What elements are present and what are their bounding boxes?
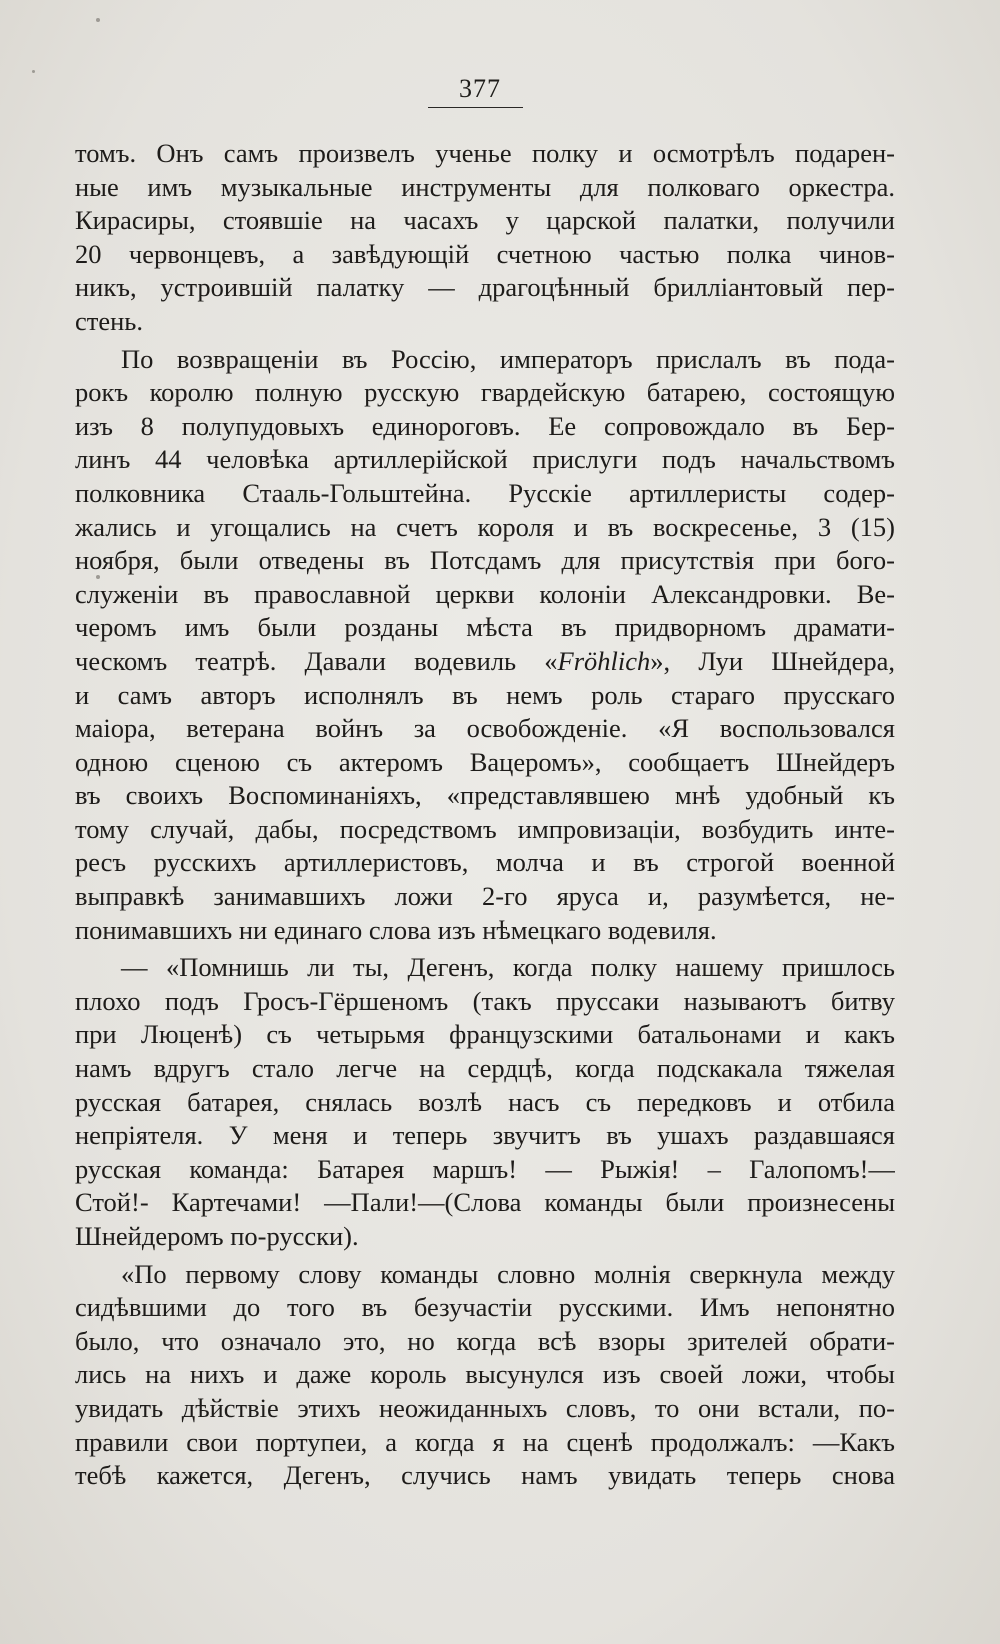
text-line: одною сценою съ актеромъ Вацеромъ», сообщаетъ Шнейдеръ — [75, 746, 895, 777]
text-line: томъ. Онъ самъ произвелъ ученье полку и осмотрѣлъ подарен- — [75, 138, 895, 168]
text-line: 20 червонцевъ, а завѣдующій счетною частью полка чинов- — [75, 238, 895, 269]
text-line: выправкѣ занимавшихъ ложи 2-го яруса и, разумѣется, не- — [75, 881, 895, 912]
text-line: стень. — [75, 305, 143, 336]
text-line: служеніи въ православной церкви колоніи Александровки. Ве- — [75, 578, 895, 609]
paper-speck — [32, 70, 35, 73]
play-title: Fröhlich — [557, 645, 651, 676]
body-text — [75, 137, 895, 1493]
text-line: черомъ имъ были розданы мѣста въ придворномъ драмати- — [75, 612, 895, 643]
text-line: въ своихъ Воспоминаніяхъ, «представлявшею мнѣ удобный къ — [75, 780, 895, 811]
text-line: непріятеля. У меня и теперь звучитъ въ ушахъ раздавшаяся — [75, 1120, 895, 1151]
text-line: и самъ авторъ исполнялъ въ немъ роль стараго прусскаго — [75, 679, 895, 710]
text-line: плохо подъ Гросъ-Гёршеномъ (такъ пруссаки называютъ битву — [75, 985, 895, 1016]
text-line: Кирасиры, стоявшіе на часахъ у царской палатки, получили — [75, 205, 895, 236]
text-line: По возвращеніи въ Россію, императоръ прислалъ въ пода- — [121, 343, 895, 374]
text-line-with-title — [75, 645, 895, 679]
text-line: при Люценѣ) съ четырьмя французскими батальонами и какъ — [75, 1019, 895, 1050]
paragraph-3 — [75, 951, 895, 1253]
text-line: понимавшихъ ни единаго слова изъ нѣмецкаго водевиля. — [75, 914, 717, 945]
text-line: жались и угощались на счетъ короля и въ воскресенье, 3 (15) — [75, 511, 895, 542]
text-line: тебѣ кажется, Дегенъ, случись намъ увидать теперь снова — [75, 1460, 895, 1491]
paragraph-1 — [75, 137, 895, 339]
text-line: никъ, устроившій палатку — драгоцѣнный брилліантовый пер- — [75, 272, 895, 303]
text-fragment: », Луи Шнейдера, — [650, 645, 895, 676]
text-line: тому случай, дабы, посредствомъ импровизаціи, возбудить инте- — [75, 813, 895, 844]
text-line: полковника Стааль-Гольштейна. Русскіе артиллеристы содер- — [75, 477, 895, 508]
header-rule — [428, 107, 523, 108]
text-line: «По первому слову команды словно молнія сверкнула между — [121, 1258, 895, 1289]
text-line: изъ 8 полупудовыхъ единороговъ. Ее сопровождало въ Бер- — [75, 410, 895, 441]
text-line: ноября, были отведены въ Потсдамъ для присутствія при бого- — [75, 545, 895, 576]
text-line: сидѣвшими до того въ безучастіи русскими. Имъ непонятно — [75, 1292, 895, 1323]
text-line: — «Помнишь ли ты, Дегенъ, когда полку нашему пришлось — [121, 952, 895, 983]
text-line: было, что означало это, но когда всѣ взоры зрителей обрати- — [75, 1325, 895, 1356]
text-line: намъ вдругъ стало легче на сердцѣ, когда подскакала тяжелая — [75, 1053, 895, 1084]
paragraph-2 — [75, 343, 895, 948]
paper-speck — [96, 18, 100, 22]
text-line: ные имъ музыкальные инструменты для полковаго оркестра. — [75, 171, 895, 202]
text-line: рокъ королю полную русскую гвардейскую батарею, состоящую — [75, 377, 895, 408]
text-line: русская команда: Батарея маршъ! — Рыжія! – Галопомъ!— — [75, 1153, 895, 1184]
text-line: русская батарея, снялась возлѣ насъ съ передковъ и отбила — [75, 1086, 895, 1117]
text-line: Стой!- Картечами! —Пали!—(Слова команды были произнесены — [75, 1187, 895, 1218]
paper-speck — [96, 575, 100, 579]
text-line: увидать дѣйствіе этихъ неожиданныхъ словъ, то они встали, по- — [75, 1392, 895, 1423]
text-line: ресъ русскихъ артиллеристовъ, молча и въ строгой военной — [75, 847, 895, 878]
text-line: правили свои портупеи, а когда я на сценѣ продолжалъ: —Какъ — [75, 1426, 895, 1457]
text-line: лись на нихъ и даже король высунулся изъ своей ложи, чтобы — [75, 1359, 895, 1390]
text-line: линъ 44 человѣка артиллерійской прислуги подъ начальствомъ — [75, 444, 895, 475]
text-line: Шнейдеромъ по-русски). — [75, 1221, 359, 1251]
text-line: маіора, ветерана войнъ за освобожденіе. «Я воспользовался — [75, 713, 895, 744]
paragraph-4 — [75, 1258, 895, 1493]
page-number: 377 — [459, 74, 501, 103]
text-fragment: ческомъ театрѣ. Давали водевиль « — [75, 645, 558, 676]
